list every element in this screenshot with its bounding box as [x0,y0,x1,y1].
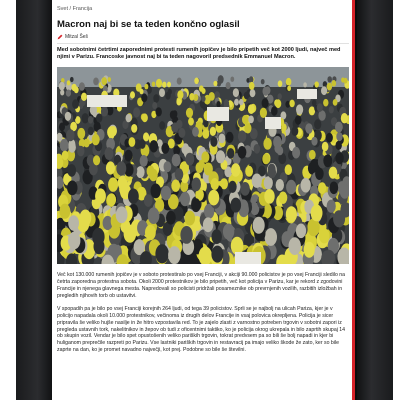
screen[interactable] [52,0,355,400]
article-paragraph-1: Več kot 130.000 rumenih jopičev je v soboto protestiralo po vsej Franciji, v akciji 90.000 policistov je po vsej Franciji sledilo na četrta zaporedna protestna sobota. Okoli 2000 protestnikov je bilo pripetih, več kot policija v Parizu, kar je rekord z zgodovini Francije in njenega glavnega mesta. Napredovali so policisti pridržali posameznike ob prevrnjenih vozilih, razbitih izložbah in pregledih njihovih torb ob ustavitvi. [57,272,346,299]
article [57,6,349,360]
article-paragraph-2: V spopadih pa je bilo po vsej Franciji korejnih 264 ljudi, od tega 39 policistov. Sprli se je najbolj na ulicah Pariza, kjer je v policijo napadala okoli 10.000 protestnikov, večinoma iz drugih delov Francije in vsaj polovica okrepljena. Policija je sicer pripravila še veliko hujše nasilje in že hitro vzpostavila red. To je zajelo zlasti z varnostno potreben trgovin v sobotni zapori iz pregleda ustavnih tork, nakelitnikov in žepov ob tudi z oficentnimi taktiko, ko je policija okrog ukrepala in bilo zaprtih skupaj 14 ob skupin vozil. Vendar je bilo spet opustošenih veliko pariških trgovin, tokrat predvsem pa so bili še bolj napadi in kjer bi huliganom preprečile razpreti po Parizu. Vse lastniki pariških trgovin in restavracij pa imajo veliko škode že zato, ker so bile zaprte na dan, ko je promet navadno največji, kot prej. Podobne so bile še številni. [57,305,346,354]
device-bezel-right [355,0,393,400]
article-title: Macron naj bi se ta teden končno oglasil [57,19,240,30]
device-bezel-left [16,0,54,400]
pen-icon [57,34,63,40]
article-author[interactable]: Mitzal Šeš [65,34,89,40]
author-row [57,34,349,40]
article-body [57,272,349,354]
crowd-photo-graphic [57,67,349,264]
article-lead: Med sobotnimi četrtimi zaporednimi protesti rumenih jopičev je bilo pripetih več kot 2000 ljudi, največ med njimi v Parizu. Francoske javnost naj bi ta teden nagovoril predsednik Emmanuel Macron. [57,47,341,61]
scroll-accent-bar [352,0,355,400]
divider [57,43,349,44]
breadcrumb[interactable]: Svet / Francija [57,6,93,12]
article-photo[interactable] [57,67,349,264]
